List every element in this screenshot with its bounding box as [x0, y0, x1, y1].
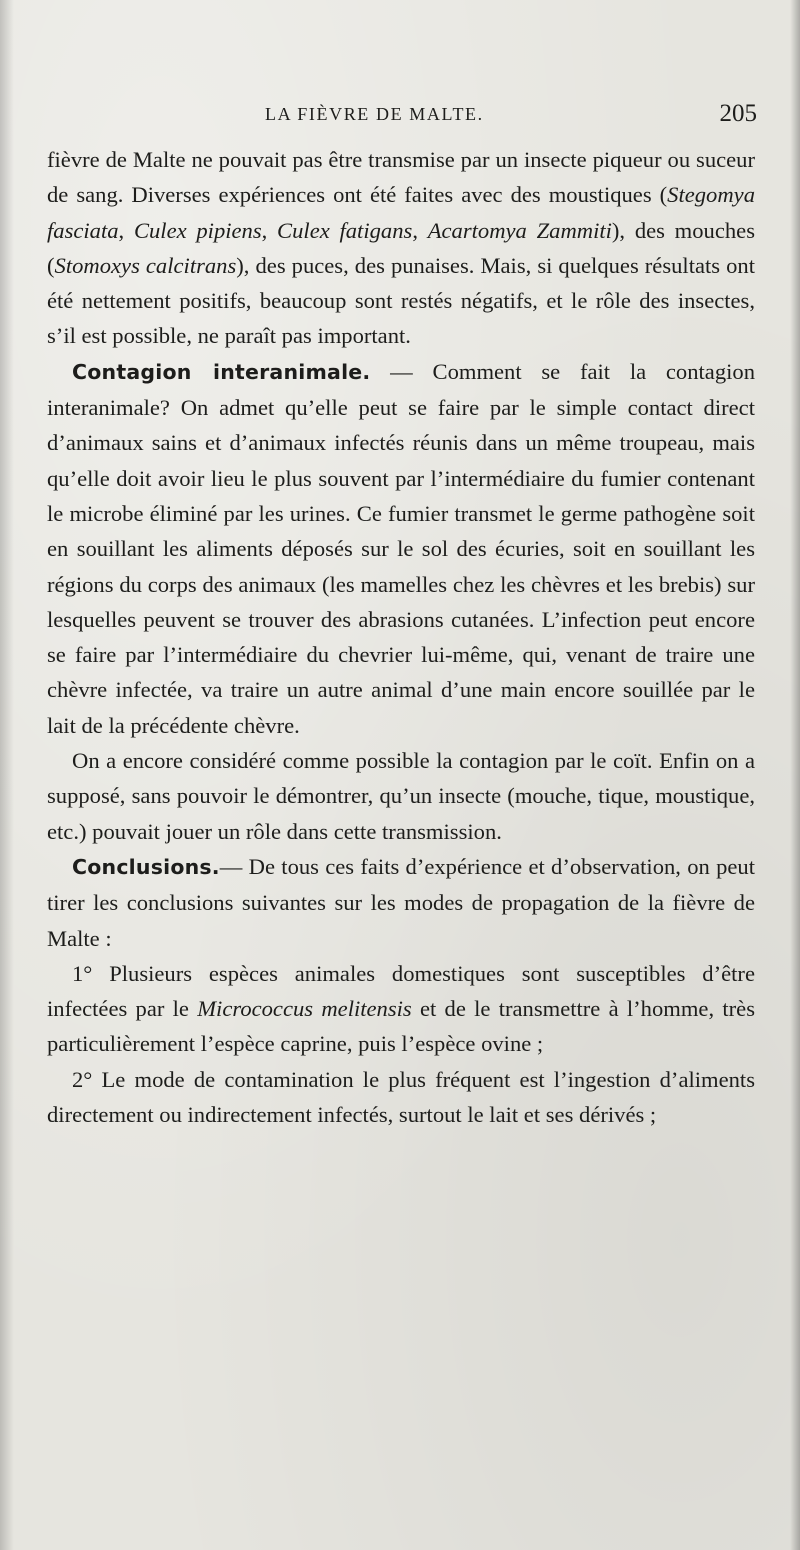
- running-title: LA FIÈVRE DE MALTE.: [265, 104, 484, 124]
- page-edge-shadow: [790, 0, 800, 1550]
- text-run: On a encore considéré comme possible la contagion par le coït. Enfin on a supposé, sans pouvoir le démontrer, qu’un insecte (mouche, tique, moustique, etc.) pouvait jouer un rôle dans cette transmission.: [47, 748, 755, 844]
- species-name: Acartomya Zammiti: [427, 217, 612, 243]
- text-run: ,: [118, 217, 134, 243]
- paragraph-coit: [47, 743, 755, 849]
- species-name: Stomoxys calcitrans: [54, 252, 237, 278]
- species-name: Stegomya fasciata: [47, 182, 755, 243]
- text-run: 1° Plusieurs espèces animales domestiques sont susceptibles d’être infectées par le: [47, 960, 755, 1022]
- paragraph-conclusions: [47, 849, 755, 956]
- species-name: Culex fatigans: [277, 217, 413, 243]
- text-run: ), des mouches (: [47, 217, 755, 278]
- species-name: Culex pipiens: [133, 217, 262, 243]
- text-run: — De tous ces faits d’expérience et d’observation, on peut tirer les conclusions suivantes sur les modes de propagation de la fièvre de Malte :: [47, 853, 755, 951]
- conclusion-item-2: [47, 1062, 755, 1133]
- paragraph-insect-experiments: [47, 142, 755, 354]
- page-number: 205: [719, 100, 757, 127]
- text-run: fièvre de Malte ne pouvait pas être transmise par un insecte piqueur ou suceur de sang. Diverses expériences ont été faites avec des moustiques (: [47, 147, 755, 208]
- section-heading-conclusions: Conclusions.: [72, 854, 220, 879]
- text-run: — Comment se fait la contagion interanimale? On admet qu’elle peut se faire par le simple contact direct d’animaux sains et d’animaux infectés réunis dans un même troupeau, mais qu’elle doit avoir lieu le plus souvent par l’intermédiaire du fumier contenant le microbe éliminé par les urines. Ce fumier transmet le germe pathogène soit en souillant les aliments déposés sur le sol des écuries, soit en souillant les régions du corps des animaux (les mamelles chez les chèvres et les brebis) sur lesquelles peuvent se trouver des abrasions cutanées. L’infection peut encore se faire par l’intermédiaire du chevrier lui-même, qui, venant de traire une chèvre infectée, va traire un autre animal d’une main encore souillée par le lait de la précédente chèvre.: [47, 358, 755, 738]
- section-heading-contagion: Contagion interanimale.: [72, 359, 371, 384]
- page-header: [47, 100, 757, 136]
- text-run: ,: [261, 217, 278, 243]
- paragraph-contagion-interanimale: [47, 354, 755, 743]
- conclusion-item-1: [47, 956, 755, 1062]
- body-text: [47, 142, 755, 1132]
- text-run: ,: [412, 217, 428, 243]
- text-run: et de le transmettre à l’homme, très particulièrement l’espèce caprine, puis l’espèce ovine ;: [47, 996, 755, 1057]
- binding-shadow: [0, 0, 14, 1550]
- species-name: Micrococcus melitensis: [197, 996, 412, 1022]
- text-run: ), des puces, des punaises. Mais, si quelques résultats ont été nettement positifs, beaucoup sont restés négatifs, et le rôle des insectes, s’il est possible, ne paraît pas important.: [47, 252, 755, 349]
- text-run: 2° Le mode de contamination le plus fréquent est l’ingestion d’aliments directement ou indirectement infectés, surtout le lait et ses dérivés ;: [47, 1066, 755, 1128]
